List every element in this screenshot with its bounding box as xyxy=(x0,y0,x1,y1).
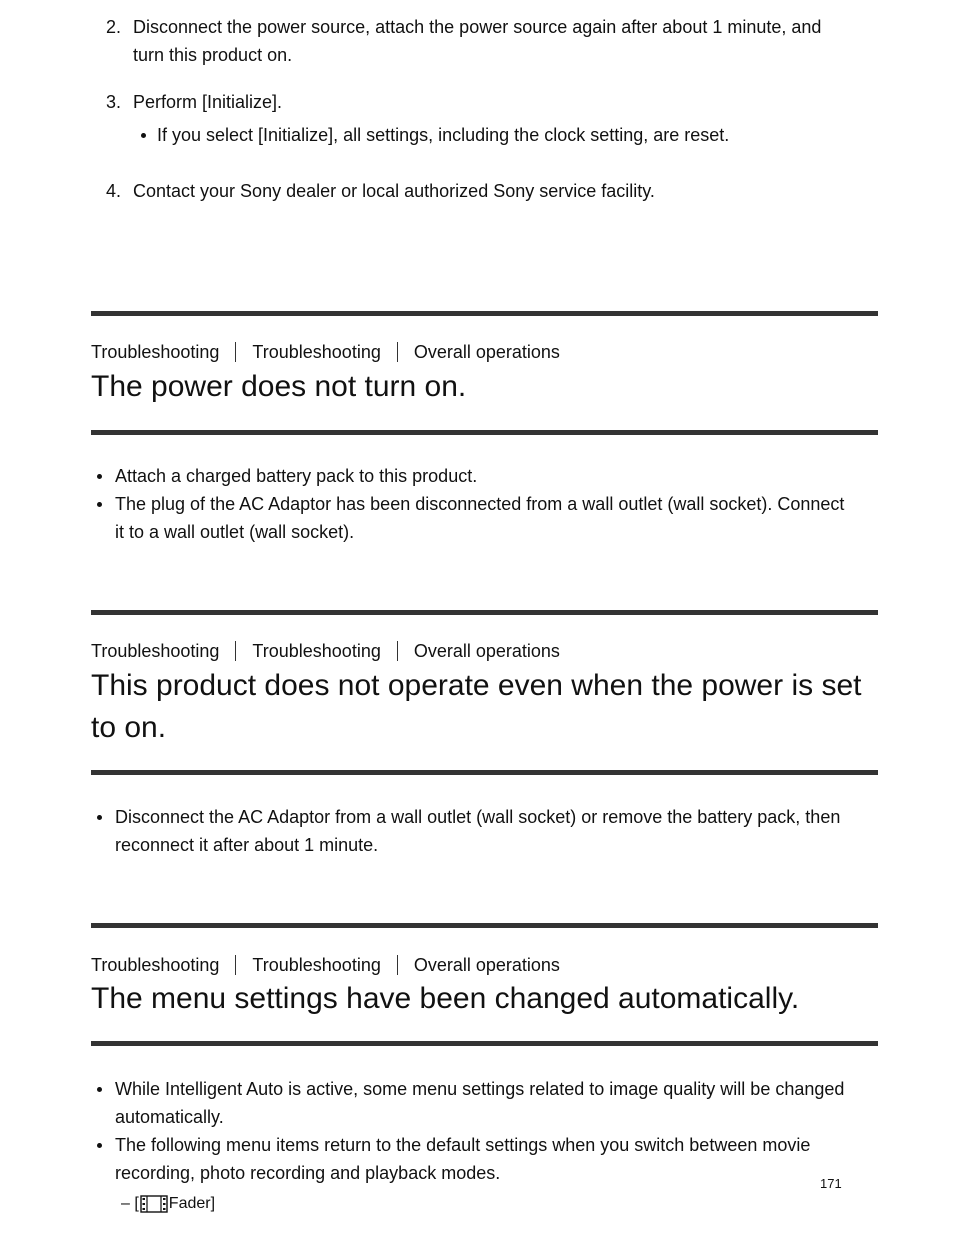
section-rule-top xyxy=(91,610,878,615)
step-number: 3. xyxy=(106,92,122,112)
page-number: 171 xyxy=(820,1176,842,1191)
breadcrumb-link[interactable]: Troubleshooting xyxy=(252,342,381,362)
dash-prefix: – [ xyxy=(121,1195,139,1212)
step-text: Perform [Initialize]. xyxy=(133,92,283,112)
breadcrumb-separator xyxy=(235,955,236,975)
list-item: While Intelligent Auto is active, some menu settings related to image quality will be changed automatically. xyxy=(115,1075,880,1131)
breadcrumb-link[interactable]: Troubleshooting xyxy=(91,342,220,362)
breadcrumb-link[interactable]: Troubleshooting xyxy=(91,955,220,975)
movie-film-icon xyxy=(140,1194,168,1214)
section-rule-bottom xyxy=(91,770,878,775)
breadcrumb-link[interactable]: Troubleshooting xyxy=(91,641,220,661)
breadcrumb-link[interactable]: Troubleshooting xyxy=(252,641,381,661)
section-title: This product does not operate even when the power is set to on. xyxy=(91,669,862,744)
breadcrumb-link[interactable]: Overall operations xyxy=(413,955,560,975)
breadcrumb-link[interactable]: Overall operations xyxy=(413,342,560,362)
breadcrumb xyxy=(91,341,560,363)
section-title: The menu settings have been changed automatically. xyxy=(91,982,800,1015)
list-item: The plug of the AC Adaptor has been disconnected from a wall outlet (wall socket). Connect it to a wall outlet (wall socket). xyxy=(115,490,880,546)
breadcrumb-link[interactable]: Overall operations xyxy=(413,641,560,661)
step-note: If you select [Initialize], all settings, including the clock setting, are reset. xyxy=(157,121,857,149)
list-item: The following menu items return to the default settings when you switch between movie recording, photo recording and playback modes. xyxy=(115,1131,880,1187)
list-item: Attach a charged battery pack to this product. xyxy=(115,462,880,490)
breadcrumb-separator xyxy=(397,955,398,975)
step-text: Contact your Sony dealer or local authorized Sony service facility. xyxy=(133,181,655,201)
breadcrumb-separator xyxy=(397,342,398,362)
breadcrumb-separator xyxy=(397,641,398,661)
list-item: Disconnect the AC Adaptor from a wall outlet (wall socket) or remove the battery pack, then reconnect it after about 1 minute. xyxy=(115,803,880,859)
breadcrumb xyxy=(91,954,560,976)
step-text: Disconnect the power source, attach the power source again after about 1 minute, and turn this product on. xyxy=(133,17,822,65)
section-rule-bottom xyxy=(91,1041,878,1046)
step-number: 4. xyxy=(106,181,122,201)
section-rule-top xyxy=(91,923,878,928)
section-title: The power does not turn on. xyxy=(91,370,467,403)
breadcrumb-separator xyxy=(235,342,236,362)
menu-item-fader xyxy=(121,1192,215,1216)
breadcrumb-link[interactable]: Troubleshooting xyxy=(252,955,381,975)
menu-item-label: Fader] xyxy=(168,1195,216,1212)
step-number: 2. xyxy=(106,17,122,37)
breadcrumb xyxy=(91,640,560,662)
section-rule-bottom xyxy=(91,430,878,435)
section-rule-top xyxy=(91,311,878,316)
breadcrumb-separator xyxy=(235,641,236,661)
